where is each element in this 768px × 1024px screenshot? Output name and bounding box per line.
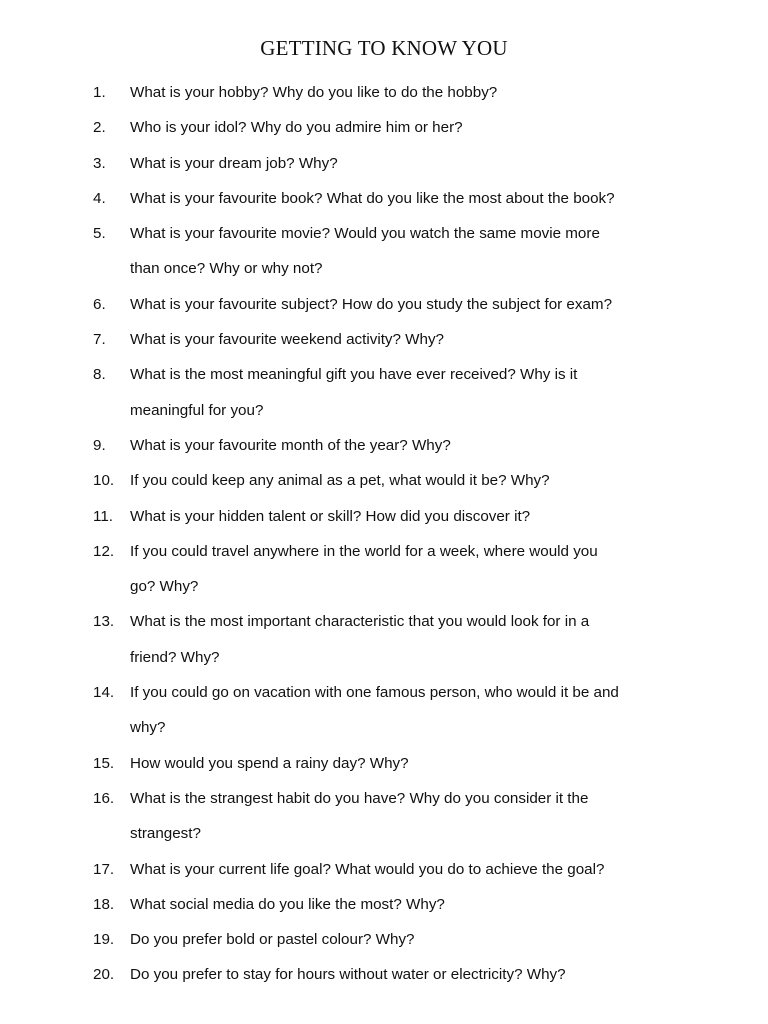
question-text: Do you prefer to stay for hours without water or electricity? Why? <box>130 966 566 984</box>
question-text: What is your favourite weekend activity? Why? <box>130 331 445 349</box>
question-item <box>0 216 768 287</box>
question-number: 16. <box>93 789 115 807</box>
question-text: Do you prefer bold or pastel colour? Why? <box>130 931 415 949</box>
question-item <box>0 852 768 887</box>
question-item <box>0 110 768 145</box>
question-text: go? Why? <box>130 578 199 596</box>
question-number: 3. <box>93 154 106 172</box>
question-item <box>0 75 768 110</box>
question-number: 10. <box>93 472 115 490</box>
question-item <box>0 957 768 992</box>
question-item <box>0 746 768 781</box>
question-number: 5. <box>93 225 106 243</box>
question-text: What is your favourite movie? Would you watch the same movie more <box>130 225 600 243</box>
question-text: What is your favourite month of the year? Why? <box>130 436 451 454</box>
question-text: meaningful for you? <box>130 401 264 419</box>
question-number: 2. <box>93 119 106 137</box>
question-number: 20. <box>93 966 115 984</box>
question-text: What is your favourite book? What do you like the most about the book? <box>130 189 615 207</box>
question-item <box>0 357 768 428</box>
question-text: What is your dream job? Why? <box>130 154 338 172</box>
question-text: What is the most meaningful gift you have ever received? Why is it <box>130 366 578 384</box>
question-item <box>0 534 768 605</box>
question-text: What is your hobby? Why do you like to do the hobby? <box>130 84 498 101</box>
question-number: 11. <box>93 507 113 525</box>
question-item <box>0 499 768 534</box>
question-text: strangest? <box>130 825 201 843</box>
question-item <box>0 887 768 922</box>
question-item <box>0 322 768 357</box>
question-text: What is the strangest habit do you have? Why do you consider it the <box>130 789 589 807</box>
question-text: than once? Why or why not? <box>130 260 323 278</box>
question-text: If you could go on vacation with one famous person, who would it be and <box>130 684 619 702</box>
question-item <box>0 181 768 216</box>
page-title: GETTING TO KNOW YOU <box>260 36 508 60</box>
question-item <box>0 675 768 746</box>
question-item <box>0 428 768 463</box>
question-text: friend? Why? <box>130 648 220 666</box>
question-text: How would you spend a rainy day? Why? <box>130 754 409 772</box>
question-text: Who is your idol? Why do you admire him or her? <box>130 119 463 137</box>
question-text: What is your favourite subject? How do you study the subject for exam? <box>130 295 613 313</box>
question-text: What is your current life goal? What would you do to achieve the goal? <box>130 860 605 878</box>
question-text: What is the most important characteristic that you would look for in a <box>130 613 590 631</box>
question-number: 8. <box>93 366 106 384</box>
question-number: 6. <box>93 295 106 313</box>
question-number: 18. <box>93 895 115 913</box>
question-text: What is your hidden talent or skill? How did you discover it? <box>130 507 531 525</box>
question-item <box>0 922 768 957</box>
question-item <box>0 604 768 675</box>
question-number: 1. <box>93 84 106 101</box>
question-number: 13. <box>93 613 115 631</box>
question-text: What social media do you like the most? Why? <box>130 895 445 913</box>
question-number: 4. <box>93 189 106 207</box>
question-item <box>0 146 768 181</box>
question-text: why? <box>130 719 166 737</box>
question-number: 12. <box>93 542 115 560</box>
question-item <box>0 781 768 852</box>
question-number: 15. <box>93 754 115 772</box>
question-number: 19. <box>93 931 115 949</box>
question-item <box>0 287 768 322</box>
question-text: If you could keep any animal as a pet, what would it be? Why? <box>130 472 550 490</box>
question-number: 7. <box>93 331 106 349</box>
question-number: 14. <box>93 684 115 702</box>
question-text: If you could travel anywhere in the world for a week, where would you <box>130 542 598 560</box>
question-item <box>0 463 768 498</box>
question-list <box>0 75 768 993</box>
question-number: 17. <box>93 860 115 878</box>
question-number: 9. <box>93 436 106 454</box>
